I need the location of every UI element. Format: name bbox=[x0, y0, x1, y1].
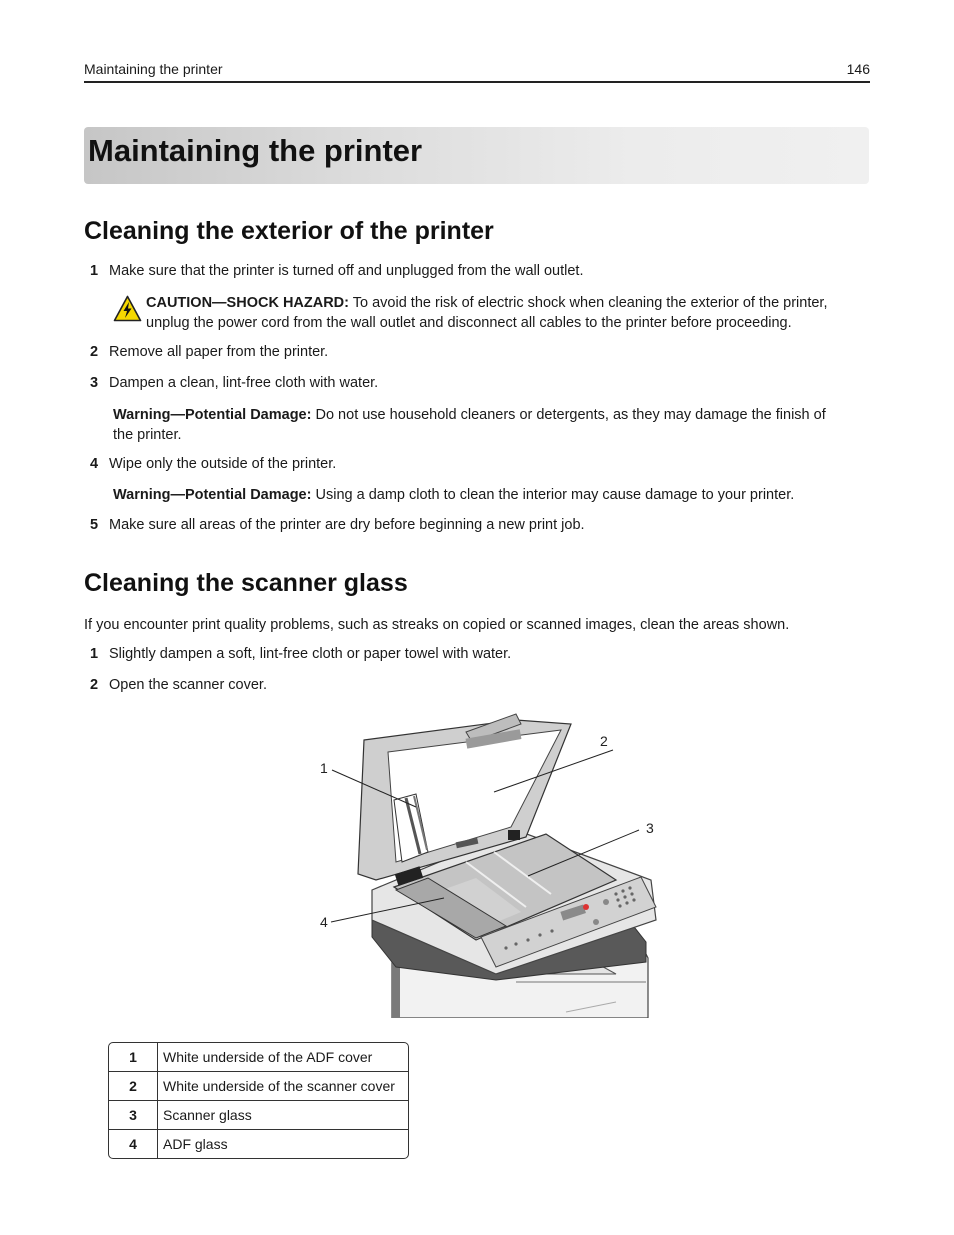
callout-number: 4 bbox=[320, 914, 328, 930]
section-title-scanner: Cleaning the scanner glass bbox=[84, 569, 408, 597]
warning-note bbox=[113, 406, 863, 445]
table-row bbox=[109, 1072, 408, 1101]
step-text: Open the scanner cover. bbox=[109, 677, 267, 693]
chapter-banner bbox=[84, 127, 869, 184]
caution-icon bbox=[113, 295, 142, 322]
table-row bbox=[109, 1130, 408, 1158]
warning-text: Using a damp cloth to clean the interior may cause damage to your printer. bbox=[311, 487, 795, 503]
chapter-title: Maintaining the printer bbox=[88, 133, 423, 168]
step-number: 4 bbox=[90, 456, 99, 472]
step-number: 2 bbox=[90, 344, 99, 360]
legend-number: 4 bbox=[109, 1130, 158, 1158]
page-header bbox=[84, 61, 870, 83]
step-text: Make sure all areas of the printer are dry before beginning a new print job. bbox=[109, 517, 585, 533]
caution-label: CAUTION—SHOCK HAZARD: bbox=[146, 295, 349, 311]
step-text: Dampen a clean, lint-free cloth with water. bbox=[109, 375, 379, 391]
header-section-title: Maintaining the printer bbox=[84, 61, 223, 77]
caution-line-2: unplug the power cord from the wall outlet and disconnect all cables to the printer before proceeding. bbox=[146, 314, 792, 331]
legend-label: ADF glass bbox=[163, 1136, 228, 1152]
header-page-number: 146 bbox=[846, 61, 870, 77]
callout-number: 1 bbox=[320, 760, 328, 776]
callout-number: 2 bbox=[600, 733, 608, 749]
callout-legend-table bbox=[108, 1042, 409, 1159]
warning-label: Warning—Potential Damage: bbox=[113, 407, 312, 423]
step-number: 3 bbox=[90, 375, 99, 391]
warning-label: Warning—Potential Damage: bbox=[113, 487, 312, 503]
printer-illustration bbox=[316, 712, 662, 1018]
step-text: Slightly dampen a soft, lint-free cloth or paper towel with water. bbox=[109, 646, 512, 662]
callout-number: 3 bbox=[646, 820, 654, 836]
caution-line-1: To avoid the risk of electric shock when cleaning the exterior of the printer, bbox=[349, 295, 828, 311]
step-number: 5 bbox=[90, 517, 99, 533]
scanner-intro: If you encounter print quality problems, such as streaks on copied or scanned images, clean the areas shown. bbox=[84, 617, 790, 633]
legend-label: White underside of the scanner cover bbox=[158, 1072, 408, 1101]
step-text: Make sure that the printer is turned off and unplugged from the wall outlet. bbox=[109, 263, 584, 279]
warning-note bbox=[113, 486, 863, 506]
legend-label: White underside of the ADF cover bbox=[158, 1043, 408, 1072]
step-number: 1 bbox=[90, 263, 99, 279]
step-number: 2 bbox=[90, 677, 99, 693]
caution-note bbox=[146, 294, 866, 333]
step-text: Remove all paper from the printer. bbox=[109, 344, 329, 360]
table-row bbox=[109, 1101, 408, 1130]
step-text: Wipe only the outside of the printer. bbox=[109, 456, 337, 472]
legend-number: 3 bbox=[109, 1101, 158, 1130]
warning-line-2: the printer. bbox=[113, 426, 182, 443]
legend-label: Scanner glass bbox=[158, 1101, 408, 1130]
step-number: 1 bbox=[90, 646, 99, 662]
table-row bbox=[109, 1043, 408, 1072]
section-title-exterior: Cleaning the exterior of the printer bbox=[84, 217, 494, 245]
legend-number: 1 bbox=[109, 1043, 158, 1072]
legend-number: 2 bbox=[109, 1072, 158, 1101]
warning-line-1: Do not use household cleaners or detergents, as they may damage the finish of bbox=[311, 407, 826, 423]
